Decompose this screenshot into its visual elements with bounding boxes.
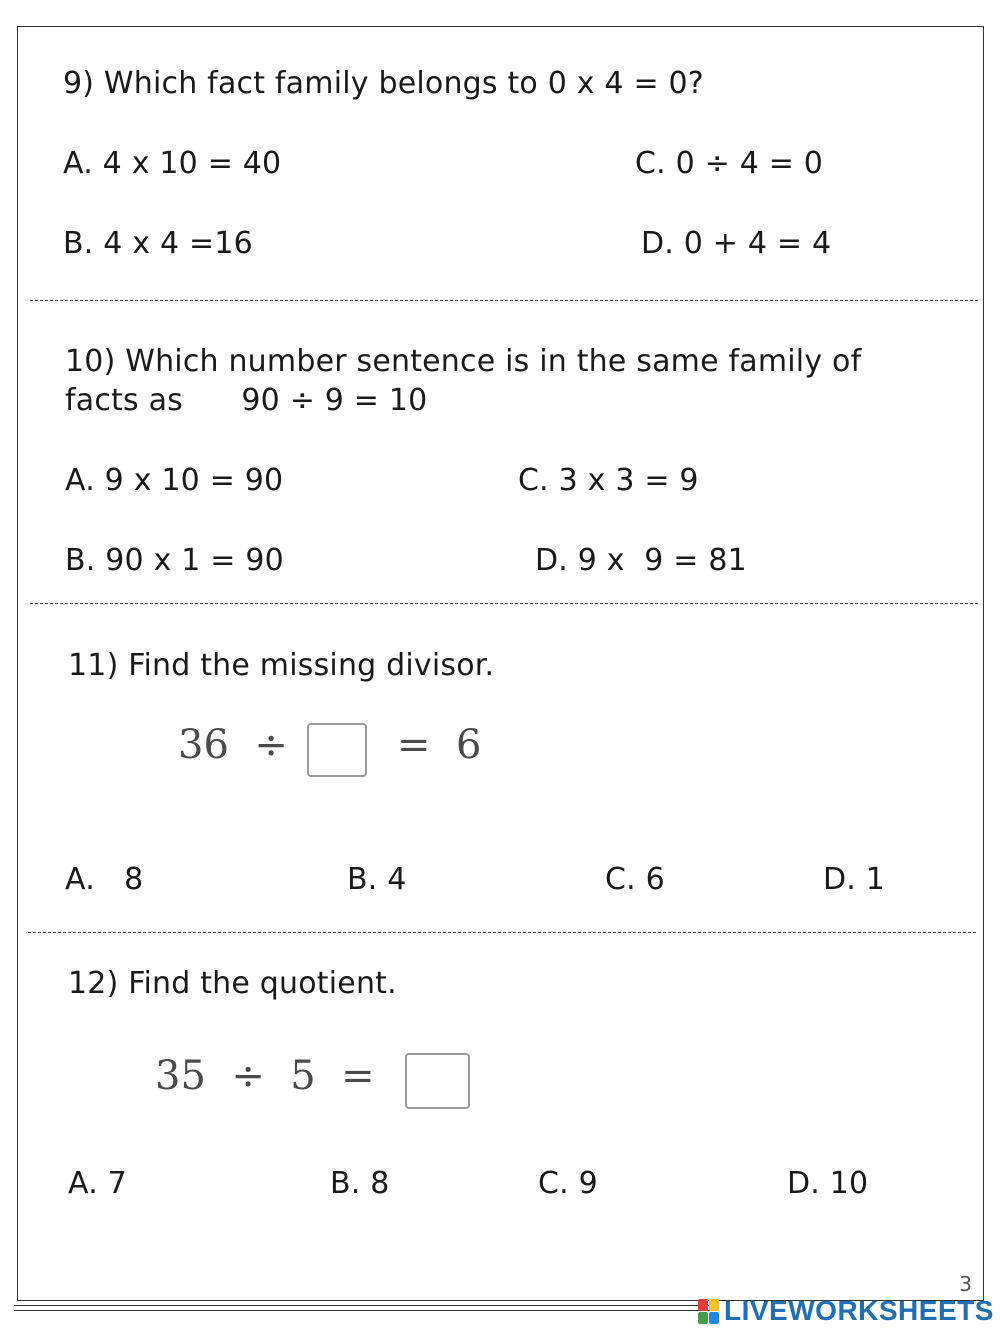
q12-question: 12) Find the quotient. — [68, 966, 397, 1001]
q10-option-c[interactable]: C. 3 x 3 = 9 — [518, 463, 699, 498]
liveworksheets-logo — [698, 1296, 994, 1326]
section-divider — [30, 603, 978, 604]
q11-option-d[interactable]: D. 1 — [823, 862, 886, 897]
q12-option-a[interactable]: A. 7 — [68, 1166, 127, 1201]
q11-equation-right: = 6 — [397, 722, 482, 768]
q10-option-d[interactable]: D. 9 x 9 = 81 — [535, 543, 747, 578]
q9-question: 9) Which fact family belongs to 0 x 4 = 0? — [63, 66, 704, 101]
q11-equation-left: 36 ÷ — [178, 722, 288, 768]
q10-option-a[interactable]: A. 9 x 10 = 90 — [65, 463, 284, 498]
page-number: 3 — [959, 1272, 972, 1296]
q11-option-c[interactable]: C. 6 — [605, 862, 665, 897]
q10-question-line2: facts as 90 ÷ 9 = 10 — [65, 383, 428, 418]
q11-option-b[interactable]: B. 4 — [347, 862, 407, 897]
q12-option-d[interactable]: D. 10 — [787, 1166, 869, 1201]
q9-option-d[interactable]: D. 0 + 4 = 4 — [641, 226, 832, 261]
q10-option-b[interactable]: B. 90 x 1 = 90 — [65, 543, 284, 578]
q10-question-line1: 10) Which number sentence is in the same family of — [65, 344, 862, 379]
q12-equation: 35 ÷ 5 = — [155, 1053, 375, 1099]
section-divider — [30, 300, 978, 301]
section-divider — [28, 932, 976, 933]
q11-answer-box[interactable] — [307, 723, 367, 777]
q11-question: 11) Find the missing divisor. — [68, 648, 495, 683]
bottom-rule — [14, 1310, 714, 1311]
q12-option-b[interactable]: B. 8 — [330, 1166, 390, 1201]
bottom-rule — [14, 1305, 714, 1306]
q12-option-c[interactable]: C. 9 — [538, 1166, 598, 1201]
q9-option-a[interactable]: A. 4 x 10 = 40 — [63, 146, 282, 181]
liveworksheets-logo-text: LIVEWORKSHEETS — [724, 1295, 994, 1326]
q12-answer-box[interactable] — [405, 1053, 470, 1109]
q9-option-b[interactable]: B. 4 x 4 =16 — [63, 226, 253, 261]
q11-option-a[interactable]: A. 8 — [65, 862, 144, 897]
q9-option-c[interactable]: C. 0 ÷ 4 = 0 — [635, 146, 824, 181]
liveworksheets-logo-icon — [698, 1298, 720, 1324]
